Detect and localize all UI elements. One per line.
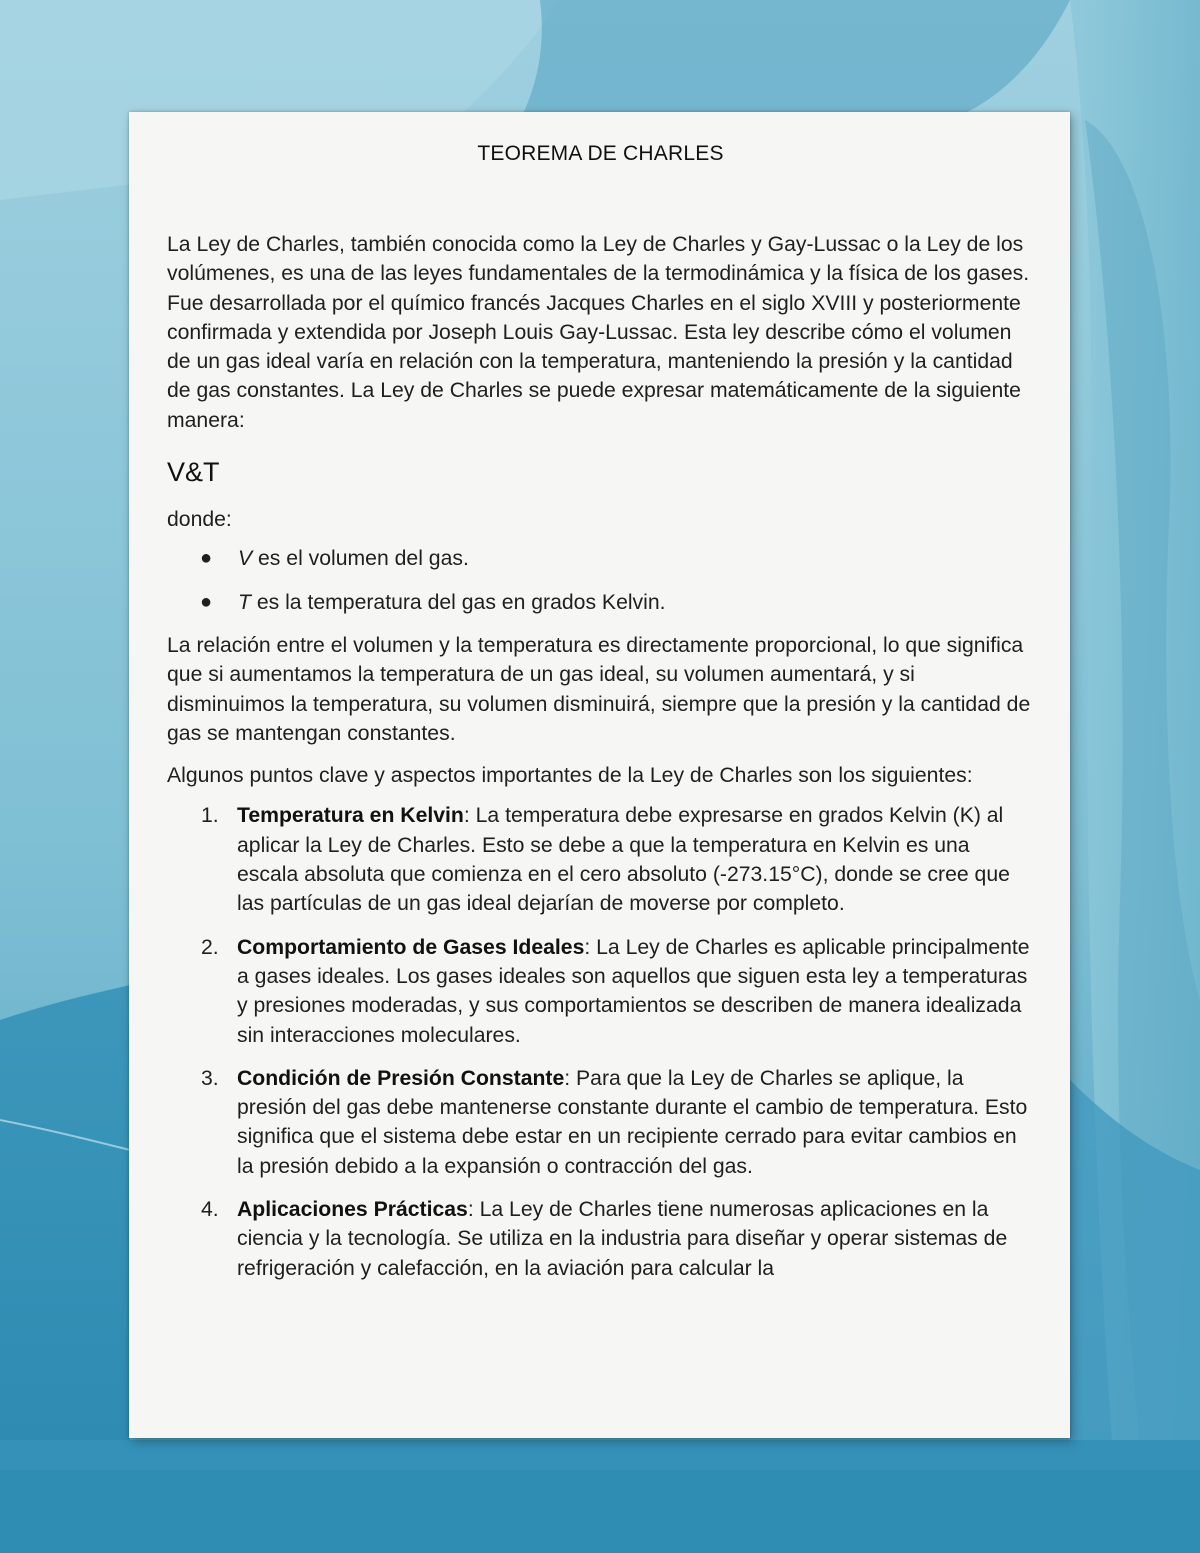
donde-label: donde: [167, 508, 232, 532]
bullet-icon: ● [200, 547, 213, 570]
item-text: : Para que la Ley de Charles se aplique, la presión del gas debe mantenerse constante durante el cambio de temperatura. Esto significa que el sistema debe estar en un recipiente cerrado para evitar cambios en la presión debido a la expansión o contracción del gas. [237, 1066, 1028, 1178]
item-number: 3. [201, 1066, 219, 1090]
list-item [167, 933, 1034, 1050]
bullet-icon: ● [200, 590, 213, 613]
item-text: : La temperatura debe expresarse en grados Kelvin (K) al aplicar la Ley de Charles. Esto se debe a que la temperatura en Kelvin es una escala absoluta que comienza en el cero absoluto (-273.15°C), donde se cree que las partículas de un gas ideal dejarían de moverse por completo. [237, 804, 1010, 916]
item-text: : La Ley de Charles es aplicable principalmente a gases ideales. Los gases ideales son aquellos que siguen esta ley a temperaturas y presiones moderadas, y sus comportamientos se describen de manera idealizada sin interacciones moleculares. [237, 935, 1030, 1047]
item-text: : La Ley de Charles tiene numerosas aplicaciones en la ciencia y la tecnología. Se utiliza en la industria para diseñar y operar sistemas de refrigeración y calefacción, en la aviación para calcular la [237, 1198, 1008, 1280]
document-page [129, 112, 1070, 1438]
formula: V&T [167, 457, 220, 488]
variable-symbol: V [238, 547, 253, 571]
key-points-list [167, 801, 1034, 1282]
variables-list [167, 544, 1034, 617]
list-item [167, 1064, 1034, 1181]
variable-symbol: T [238, 590, 251, 614]
key-points-intro: Algunos puntos clave y aspectos importantes de la Ley de Charles son los siguientes: [167, 764, 973, 788]
variable-description: es el volumen del gas. [252, 547, 469, 571]
item-term: Aplicaciones Prácticas [237, 1198, 468, 1222]
document-title: TEOREMA DE CHARLES [477, 142, 724, 165]
item-term: Temperatura en Kelvin [237, 804, 464, 828]
variable-description: es la temperatura del gas en grados Kelvin. [250, 590, 666, 614]
item-term: Condición de Presión Constante [237, 1066, 565, 1090]
relation-paragraph: La relación entre el volumen y la temperatura es directamente proporcional, lo que significa que si aumentamos la temperatura de un gas ideal, su volumen aumentará, y si disminuimos la temperatura, su volumen disminuirá, siempre que la presión y la cantidad de gas se mantengan constantes. [167, 633, 1031, 745]
list-item [167, 544, 1034, 573]
item-number: 4. [201, 1198, 219, 1222]
item-term: Comportamiento de Gases Ideales [237, 935, 585, 959]
list-item [167, 801, 1034, 918]
list-item [167, 588, 1034, 617]
item-number: 2. [201, 935, 219, 959]
item-number: 1. [201, 804, 219, 828]
intro-paragraph: La Ley de Charles, también conocida como la Ley de Charles y Gay-Lussac o la Ley de los volúmenes, es una de las leyes fundamentales de la termodinámica y la física de los gases. Fue desarrollada por el químico francés Jacques Charles en el siglo XVIII y posteriormente confirmada y extendida por Joseph Louis Gay-Lussac. Esta ley describe cómo el volumen de un gas ideal varía en relación con la temperatura, manteniendo la presión y la cantidad de gas constantes. La Ley de Charles se puede expresar matemáticamente de la siguiente manera: [167, 233, 1030, 432]
list-item [167, 1195, 1034, 1283]
